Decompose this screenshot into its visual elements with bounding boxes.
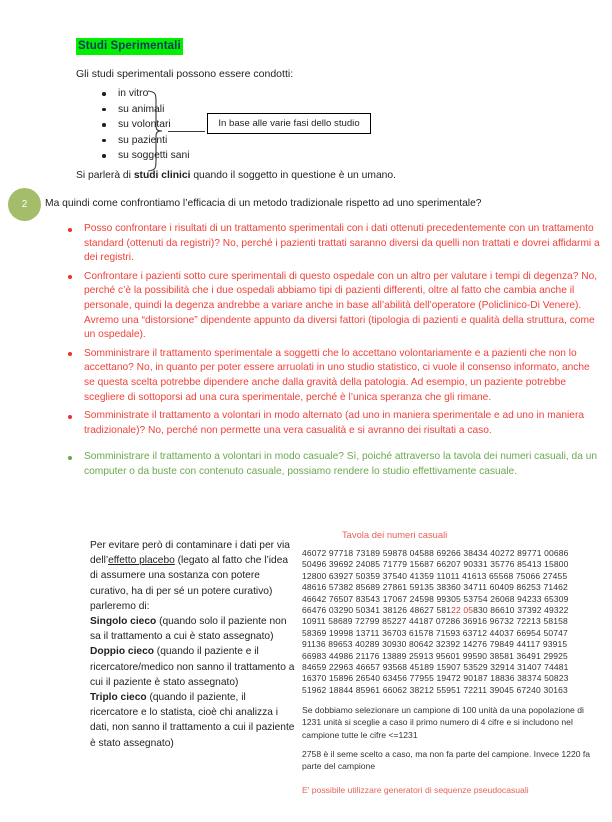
- page-title-text: Studi Sperimentali: [76, 38, 183, 55]
- generators-note: E' possibile utilizzare generatori di sequenze pseudocasuali: [302, 785, 529, 795]
- random-numbers-row: 91136 89653 40289 30930 80642 32392 14276 79849 44117 93915: [302, 639, 568, 650]
- blinding-definition: (quando il paziente e il ricercatore/medico non sanno il trattamento a cui il paziente è stato assegnato): [90, 646, 295, 688]
- placebo-lead-1: Per evitare però di contaminare i dati per via dell’: [90, 540, 290, 567]
- blinding-term: Singolo cieco: [90, 616, 157, 628]
- random-numbers-row: 12800 63927 50359 37540 41359 11011 41613 65568 75066 27455: [302, 570, 568, 581]
- highlighted-number: 22 05: [451, 605, 474, 616]
- curly-brace-icon: [146, 90, 168, 172]
- section-marker-badge: [8, 188, 41, 221]
- answer-text: Somministrare il trattamento sperimentale a soggetti che lo accettano volontariamente e a pazienti che non lo accettano? No, in quanto per poter essere arruolati in uno studio statistico, ci vuole il consenso informato, anche se questa scelta potrebbe dipendere anche dalla gravità della patologia. Ad esempio, un paziente potrebbe scegliere di sottoporsi ad una cura sperimentale, perché è l’unica speranza che gli rimane.: [84, 347, 590, 403]
- bullet-icon: [102, 154, 106, 158]
- blinding-item: [90, 690, 295, 751]
- blinding-term: Doppio cieco: [90, 646, 154, 658]
- question-paragraph: Ma quindi come confrontiamo l’efficacia di un metodo tradizionale rispetto ad uno sperimentale?: [45, 198, 482, 209]
- list-item: [62, 270, 602, 343]
- callout-text: In base alle varie fasi dello studio: [218, 118, 360, 129]
- sampling-note: Se dobbiamo selezionare un campione di 100 unità da una popolazione di 1231 unità si sceglie a caso il primo numero di 4 cifre e si includono nel campione tutte le cifre <=1231: [302, 705, 584, 740]
- list-item: [100, 86, 190, 102]
- list-item: [62, 347, 602, 405]
- list-item: [100, 148, 190, 164]
- list-item-label: su soggetti sani: [118, 150, 190, 161]
- bullet-icon: [68, 352, 72, 356]
- seed-note: 2758 è il seme scelto a caso, ma non fa parte del campione. Invece 1220 fa parte del campione: [302, 749, 591, 772]
- random-numbers-row: 10911 58689 72799 85227 44187 07286 36916 96732 72213 58158: [302, 616, 568, 627]
- answer-text: Confrontare i pazienti sotto cure sperimentali di questo ospedale con un altro per valutare i tempi di degenza? No, perché c’è la possibilità che i due ospedali abbiamo tipi di pazienti differenti, oltre al fatto che cambia anche il personale, quindi la degenza andrebbe a variare anche in base all’abilità dell’operatore (Policlinico-Di Venere). Avremo una “distorsione” dipendente appunto da diversi fattori (tipologia di pazienti e qualità della struttura, come un ospedale).: [84, 270, 598, 341]
- bullet-icon: [68, 456, 72, 460]
- bullet-icon: [68, 275, 72, 279]
- placebo-lead-2: (legato al fatto che l’idea di assumere una sostanza con potere curativo, ha di per sé un potere curativo) parleremo di:: [90, 555, 289, 612]
- clinical-note-prefix: Si parlerà di: [76, 170, 134, 181]
- section-marker-number: 2: [21, 199, 28, 210]
- blinding-definition: (quando il paziente, il ricercatore e lo statista, cioè chi analizza i dati, non sanno il trattamento a cui il paziente è stato assegnato): [90, 692, 295, 749]
- random-numbers-row: 46642 76507 83543 17067 24598 99305 53754 26068 94233 65309: [302, 593, 569, 604]
- random-numbers-table: [302, 548, 568, 696]
- callout-box: [207, 113, 371, 134]
- clinical-note-term: studi clinici: [133, 170, 191, 181]
- random-numbers-row: 48616 57382 85689 27861 59135 38360 34711 60409 86253 71462: [302, 582, 568, 593]
- answer-text: Somministrare il trattamento a volontari in modo casuale? Sì, poiché attraverso la tavola dei numeri casuali, da un computer o da buste con contenuto casuale, possiamo rendere lo studio effettivamente casuale.: [84, 451, 598, 477]
- placebo-section: [90, 538, 295, 751]
- bullet-icon: [102, 92, 106, 96]
- bullet-icon: [68, 415, 72, 419]
- blinding-term: Triplo cieco: [90, 692, 147, 704]
- blinding-item: [90, 614, 295, 644]
- intro-paragraph: Gli studi sperimentali possono essere condotti:: [76, 68, 294, 80]
- blinding-definition: (quando solo il paziente non sa il trattamento a cui è stato assegnato): [90, 616, 287, 643]
- random-numbers-row: 58369 19998 13711 36703 61578 71593 63712 44037 66954 50747: [302, 627, 568, 638]
- blinding-item: [90, 644, 295, 690]
- list-item-label: su animali: [118, 103, 165, 115]
- list-item: [62, 450, 602, 479]
- list-item-label: su volontari: [118, 119, 171, 130]
- random-numbers-row: 66983 44986 21176 13889 25913 95601 99590 38581 36491 29925: [302, 650, 568, 661]
- answers-list: [62, 222, 602, 484]
- bullet-icon: [102, 108, 106, 112]
- random-numbers-row: 84659 22963 46657 93568 45189 15907 53529 32914 31407 74481: [302, 662, 569, 673]
- list-item: [62, 222, 602, 266]
- random-numbers-row: 16370 15896 26540 63456 77955 19472 90187 18836 38374 50823: [302, 673, 569, 684]
- list-item: [62, 409, 602, 438]
- list-item-label: su pazienti: [118, 134, 168, 146]
- random-numbers-row: 46072 97718 73189 59878 04588 69266 38434 40272 89771 00686: [302, 548, 569, 558]
- answer-text: Somministrate il trattamento a volontari in modo alternato (ad uno in maniera sperimentale e ad uno in maniera tradizionale)? No, perché non permette una vera casualità e si avranno dei risultati a caso.: [84, 410, 585, 436]
- random-numbers-row: 66476 03290 50341 38126 48627 58122 05830 86610 37392 49322: [302, 605, 569, 616]
- page-title: [76, 36, 183, 55]
- placebo-paragraph: [90, 538, 295, 614]
- clinical-studies-note: [76, 170, 396, 181]
- bullet-icon: [102, 139, 106, 143]
- placebo-term: effetto placebo: [108, 555, 175, 567]
- answer-text: Posso confrontare i risultati di un trattamento sperimentali con i dati ottenuti precedentemente con un trattamento standard (ottenuti da registri)? No, perché i pazienti trattati saranno diversi da quelli non trattati e dovrei affidarmi a dei registri.: [84, 223, 600, 264]
- random-numbers-row: 50496 39692 24085 71779 15687 66207 90331 35776 85413 15800: [302, 559, 569, 570]
- random-table-title: Tavola dei numeri casuali: [342, 529, 448, 540]
- bullet-icon: [68, 228, 72, 232]
- connector-line: [168, 123, 206, 132]
- list-item-label: in vitro: [118, 88, 149, 99]
- list-item: [100, 102, 190, 118]
- bullet-icon: [102, 123, 106, 127]
- random-numbers-row: 51962 18844 85961 66062 38212 55951 72211 39045 67240 30163: [302, 684, 568, 695]
- clinical-note-suffix: quando il soggetto in questione è un umano.: [190, 170, 396, 181]
